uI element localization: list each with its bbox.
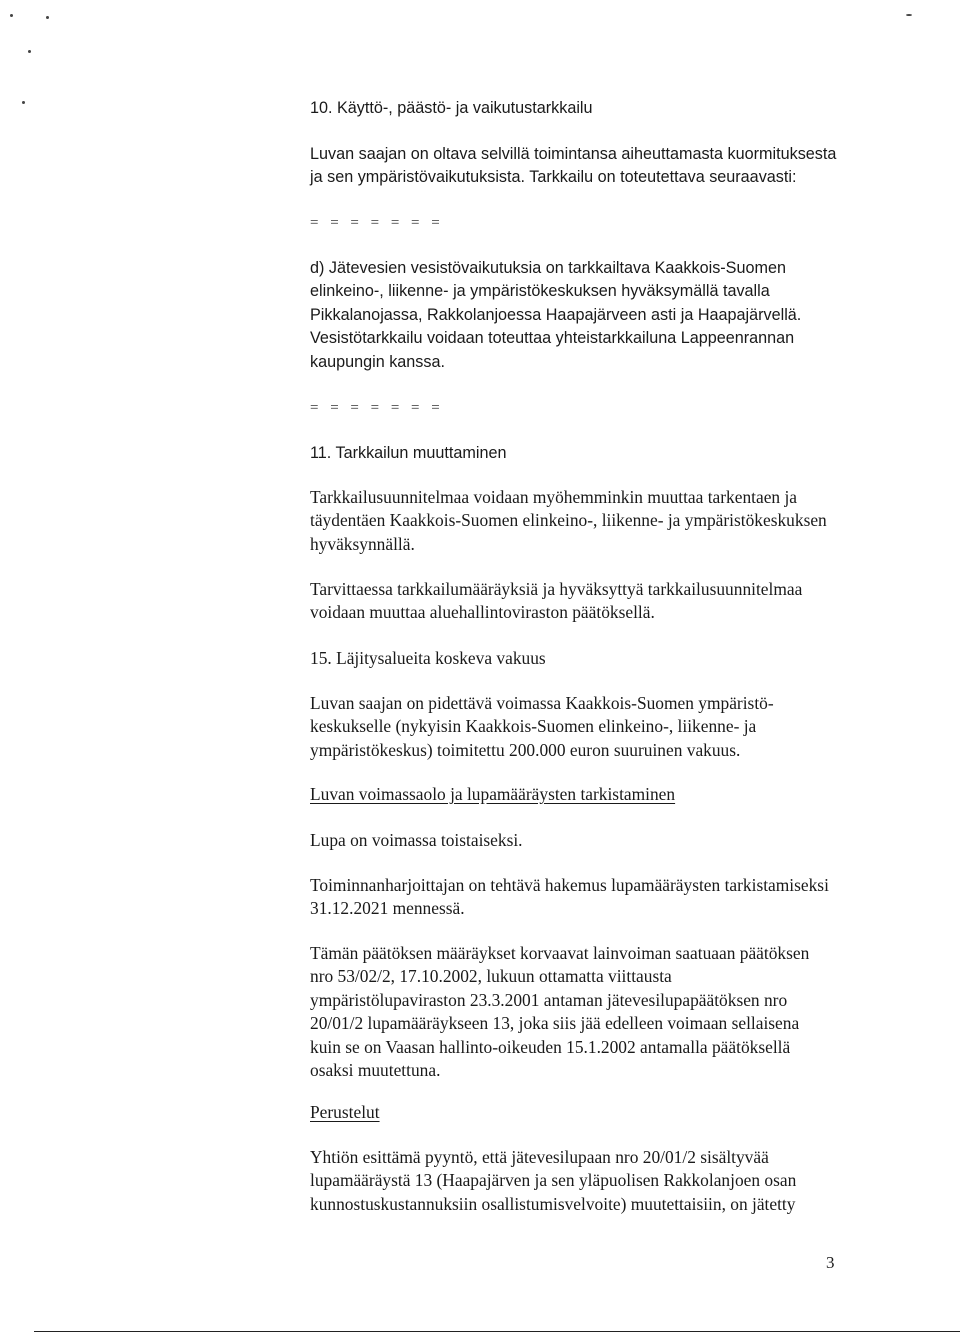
scan-speck: [10, 14, 13, 17]
text-line: kuin se on Vaasan hallinto-oikeuden 15.1.2002 antamalla päätöksellä: [310, 1036, 791, 1057]
text-line: Toiminnanharjoittajan on tehtävä hakemus lupamääräysten tarkistamiseksi: [310, 875, 829, 895]
text-line: täydentäen Kaakkois-Suomen elinkeino-, liikenne- ja ympäristökeskuksen: [310, 510, 827, 531]
separator-line: = = = = = = =: [310, 215, 444, 231]
scan-speck: [906, 14, 912, 16]
scan-speck: [28, 50, 31, 53]
text-line: 20/01/2 lupamääräykseen 13, joka siis jää edelleen voimaan sellaisena: [310, 1013, 800, 1034]
validity-paragraph: Lupa on voimassa toistaiseksi.: [310, 830, 523, 850]
text-line: lupamääräystä 13 (Haapajärven ja sen yläpuolisen Rakkolanjoen osan: [310, 1170, 797, 1191]
validity-heading: Luvan voimassaolo ja lupamääräysten tarkistaminen: [310, 784, 676, 804]
bottom-rule: [34, 1331, 960, 1332]
section-15-paragraph: [310, 692, 910, 762]
text-line: kaupungin kanssa.: [310, 352, 445, 371]
text-line: Tarvittaessa tarkkailumääräyksiä ja hyväksyttyä tarkkailusuunnitelmaa: [310, 579, 803, 599]
scan-speck: [22, 101, 25, 104]
section-11-heading: 11. Tarkkailun muuttaminen: [310, 444, 507, 462]
text-line: ympäristölupaviraston 23.3.2001 antaman jätevesilupapäätöksen nro: [310, 989, 788, 1010]
reasons-paragraph: [310, 1146, 910, 1216]
text-line: voidaan muuttaa aluehallintoviraston päätöksellä.: [310, 602, 655, 623]
section-11-paragraph-2: [310, 578, 910, 625]
text-line: d) Jätevesien vesistövaikutuksia on tarkkailtava Kaakkois-Suomen: [310, 259, 786, 277]
text-line: Pikkalanojassa, Rakkolanjoessa Haapajärveen asti ja Haapajärvellä.: [310, 305, 802, 324]
separator-line: = = = = = = =: [310, 400, 444, 416]
text-line: Vesistötarkkailu voidaan toteuttaa yhteistarkkailuna Lappeenrannan: [310, 329, 795, 348]
replacement-paragraph: [310, 942, 910, 1082]
text-line: nro 53/02/2, 17.10.2002, lukuun ottamatta viittausta: [310, 966, 672, 987]
operator-paragraph: [310, 874, 910, 921]
item-d-paragraph: [310, 257, 910, 374]
section-10-intro: [310, 143, 910, 190]
text-line: Luvan saajan on pidettävä voimassa Kaakkois-Suomen ympäristö-: [310, 693, 774, 713]
text-line: keskukselle (nykyisin Kaakkois-Suomen elinkeino-, liikenne- ja: [310, 716, 757, 737]
text-line: Yhtiön esittämä pyyntö, että jätevesilupaan nro 20/01/2 sisältyvää: [310, 1147, 769, 1167]
section-11-paragraph-1: [310, 486, 910, 556]
text-line: ympäristökeskus) toimitettu 200.000 euron suuruinen vakuus.: [310, 739, 741, 760]
scan-speck: [46, 16, 49, 19]
text-line: Tarkkailusuunnitelmaa voidaan myöhemminkin muuttaa tarkentaen ja: [310, 487, 798, 507]
text-line: elinkeino-, liikenne- ja ympäristökeskuksen hyväksymällä tavalla: [310, 282, 770, 301]
section-15-heading: 15. Läjitysalueita koskeva vakuus: [310, 648, 546, 668]
section-10-heading: 10. Käyttö-, päästö- ja vaikutustarkkailu: [310, 99, 593, 117]
text-line: osaksi muutettuna.: [310, 1060, 441, 1081]
text-line: Tämän päätöksen määräykset korvaavat lainvoiman saatuaan päätöksen: [310, 943, 810, 963]
reasons-heading: Perustelut: [310, 1102, 380, 1122]
page-number: 3: [826, 1253, 835, 1272]
text-line: hyväksynnällä.: [310, 533, 415, 554]
text-line: kunnostuskustannuksiin osallistumisvelvoite) muutettaisiin, on jätetty: [310, 1193, 796, 1214]
text-line: Luvan saajan on oltava selvillä toimintansa aiheuttamasta kuormituksesta: [310, 145, 837, 163]
text-line: ja sen ympäristövaikutuksista. Tarkkailu on toteutettava seuraavasti:: [310, 168, 797, 187]
text-line: 31.12.2021 mennessä.: [310, 898, 465, 919]
